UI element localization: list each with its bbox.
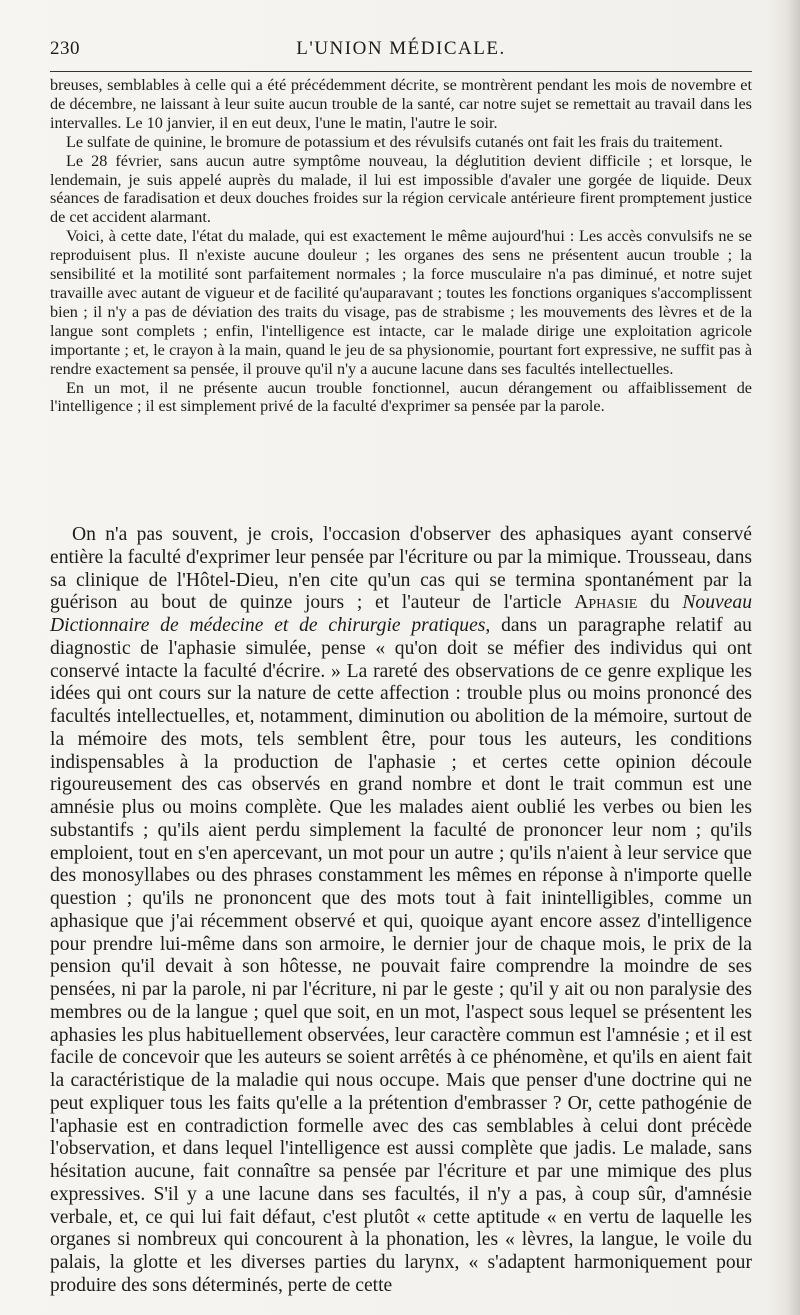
running-title: L'UNION MÉDICALE. (296, 38, 506, 59)
text-run: du (637, 592, 683, 614)
text-run: On n'a pas souvent, je crois, l'occasion d'observer des aphasiques ayant conservé entière la faculté d'exprimer leur pensée par l'écriture ou par la mimique. Trousseau, dans sa clinique de l'Hôtel-Dieu, n'en cite qu'un cas qui se termina spontanément par la guérison au bout de quinze jours ; et l'auteur de l'article (50, 524, 752, 614)
small-print-section (50, 76, 752, 416)
page-number: 230 (50, 38, 80, 59)
paragraph: breuses, semblables à celle qui a été précédemment décrite, se montrèrent pendant les mois de novembre et de décembre, ne laissant à leur suite aucun trouble de la santé, car notre sujet se remettait au travail dans les intervalles. Le 10 janvier, il en eut deux, l'une le matin, l'autre le soir. (50, 76, 752, 132)
work-title: Nouveau Dictionnaire de médecine et de chirurgie pratiques (50, 592, 752, 636)
paragraph: Le sulfate de quinine, le bromure de potassium et des révulsifs cutanés ont fait les frais du traitement. (66, 132, 723, 151)
text-run: , dans un paragraphe relatif au diagnostic de l'aphasie simulée, pense « qu'on doit se méfier des individus qui ont conservé intacte la faculté d'écrire. » La rareté des observations de ce genre explique les idées qui ont cours sur la nature de cette affection : trouble plus ou moins prononcé des facultés intellectuelles, et, notamment, diminution ou abolition de la mémoire, surtout de la mémoire des mots, tels semblent être, pour tous les auteurs, les conditions indispensables à la production de l'aphasie ; et certes cette opinion découle rigoureusement des cas observés en grand nombre et dont le trait commun est une amnésie plus ou moins complète. Que les malades aient oublié les verbes ou bien les substantifs ; qu'ils aient perdu simplement la faculté de prononcer leur nom ; qu'ils emploient, tout en s'en apercevant, un mot pour un autre ; qu'ils n'aient à leur service que des monosyllabes ou des phrases constamment les mêmes en réponse à n'importe quelle question ; qu'ils ne prononcent que des mots tout à fait inintelligibles, comme un aphasique que j'ai récemment observé et qui, quoique ayant encore assez d'intelligence pour prendre lui-même dans son armoire, le dernier jour de chaque mois, le prix de la pension qu'il devait à son hôtesse, ne pouvait faire comprendre la moindre de ses pensées, ni par la parole, ni par l'écriture, ni par le geste ; qu'il y ait ou non paralysie des membres ou de la langue ; quel que soit, en un mot, l'aspect sous lequel se présentent les aphasies les plus habituellement observées, leur caractère commun est l'amnésie ; et il est facile de concevoir que les auteurs se soient arrêtés à ce phénomène, et qu'ils en aient fait la caractéristique de la maladie qui nous occupe. Mais que penser d'une doctrine qui ne peut expliquer tous les faits qu'elle a la prétention d'embrasser ? Or, cette pathogénie de l'aphasie est en contradiction formelle avec des cas semblables à celui dont précède l'observation, et dans lequel l'intelligence est aussi complète que jadis. Le malade, sans hésitation aucune, fait connaître sa pensée par l'écriture et par une mimique des plus expressives. S'il y a une lacune dans ses facultés, il n'y a pas, à coup sûr, d'amnésie verbale, et, ce qui lui fait défaut, c'est plutôt « cette aptitude « en vertu de laquelle les organes si nombreux qui concourent à la phonation, les « lèvres, la langue, le voile du palais, la glotte et les diverses parties du larynx, « s'adaptent harmoniquement pour produire des sons déterminés, perte de cette (50, 615, 752, 1296)
header-rule (50, 71, 752, 72)
page-edge-shadow (786, 0, 800, 1315)
article-title: Aphasie (574, 592, 638, 614)
paragraph: En un mot, il ne présente aucun trouble fonctionnel, aucun dérangement ou affaiblissement de l'intelligence ; il est simplement privé de la faculté d'exprimer sa pensée par la parole. (50, 378, 752, 416)
paragraph (50, 524, 752, 1298)
main-text-section (50, 524, 752, 1298)
paragraph: Voici, à cette date, l'état du malade, qui est exactement le même aujourd'hui : Les accès convulsifs ne se reproduisent plus. Il n'existe aucune douleur ; les organes des sens ne présentent aucun trouble ; la sensibilité et la motilité sont parfaitement normales ; la force musculaire n'a pas diminué, et notre sujet travaille avec autant de vigueur et de facilité qu'auparavant ; toutes les fonctions organiques s'accomplissent bien ; il n'y a pas de déviation des traits du visage, pas de strabisme ; les mouvements des lèvres et de la langue sont complets ; enfin, l'intelligence est intacte, car le malade dirige une exploitation agricole importante ; et, le crayon à la main, quand le jeu de sa physionomie, pourtant fort expressive, ne suffit pas à rendre exactement sa pensée, il prouve qu'il n'y a aucune lacune dans ses facultés intellectuelles. (50, 227, 752, 378)
page-header (50, 34, 752, 64)
paragraph: Le 28 février, sans aucun autre symptôme nouveau, la déglutition devient difficile ; et lorsque, le lendemain, je suis appelé auprès du malade, il lui est impossible d'avaler une gorgée de liquide. Deux séances de faradisation et deux douches froides sur la région cervicale antérieure firent promptement justice de cet accident alarmant. (50, 151, 752, 227)
